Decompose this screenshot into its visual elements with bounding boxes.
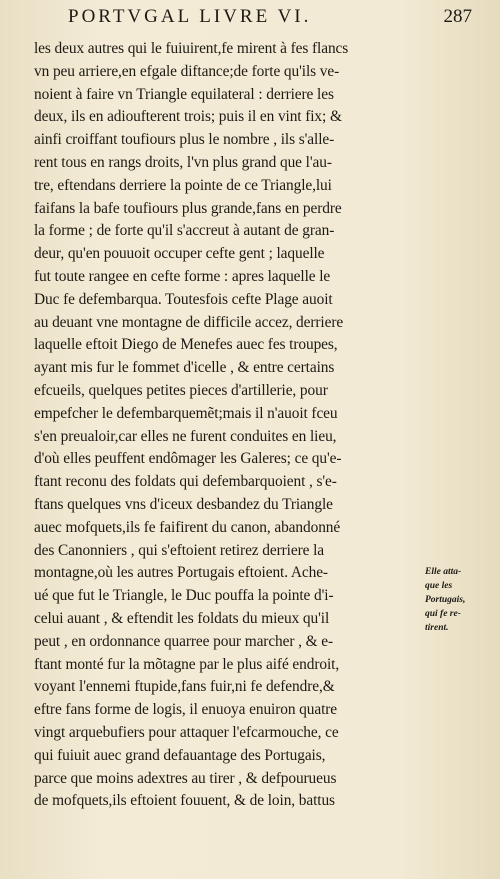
text-line: s'en preualoir,car elles ne furent conduites en lieu,: [34, 427, 337, 445]
text-line: fut toute rangee en cefte forme : apres laquelle le: [34, 267, 331, 285]
text-line: vingt arquebufiers pour attaquer l'efcarmouche, ce: [34, 723, 339, 741]
text-line: vn peu arriere,en efgale diftance;de forte qu'ils ve-: [34, 62, 340, 80]
text-line: ftant monté fur la mõtagne par le plus aifé endroit,: [34, 655, 340, 673]
text-line: deux, ils en adioufterent trois; puis il en vint fix; &: [34, 108, 342, 126]
text-line: noient à faire vn Triangle equilateral : derriere les: [34, 85, 334, 103]
margin-note: tirent.: [425, 623, 449, 633]
body-text: [34, 38, 419, 813]
text-line: peut , en ordonnance quarree pour marcher , & e-: [34, 632, 334, 650]
text-line: ayant mis fur le fommet d'icelle , & entre certains: [34, 359, 335, 377]
text-line: ftans quelques vns d'iceux desbandez du Triangle: [34, 495, 333, 513]
text-line: ainfi croiffant toufiours plus le nombre , ils s'alle-: [34, 131, 335, 149]
margin-note: que les: [425, 581, 453, 591]
page-header: [56, 6, 476, 32]
text-line: de mofquets,ils eftoient fouuent, & de loin, battus: [34, 792, 335, 810]
text-line: les deux autres qui le fuiuirent,fe mirent à fes flancs: [34, 40, 349, 57]
text-line: laquelle eftoit Diego de Menefes auec fes troupes,: [34, 336, 338, 354]
text-line: la forme ; de forte qu'il s'accreut à autant de gran-: [34, 222, 335, 240]
text-line: deur, qu'en pouuoit occuper cefte gent ; laquelle: [34, 245, 325, 263]
running-head: PORTVGAL LIVRE VI.: [68, 6, 312, 27]
text-line: rent tous en rangs droits, l'vn plus grand que l'au-: [34, 153, 332, 171]
text-line: montagne,où les autres Portugais eftoient. Ache-: [34, 564, 328, 582]
text-line: d'où elles peuffent endômager les Galeres; ce qu'e-: [34, 450, 342, 468]
text-line: parce que moins adextres au tirer , & defpourueus: [34, 769, 337, 787]
text-line: ftant reconu des foldats qui defembarquoient , s'e-: [34, 473, 337, 491]
margin-note: Portugais,: [425, 595, 466, 605]
text-line: qui fuiuit auec grand defauantage des Portugais,: [34, 746, 326, 764]
margin-notes: [425, 565, 493, 635]
text-line: ué que fut le Triangle, le Duc pouffa la pointe d'i-: [34, 587, 334, 605]
text-line: eftre fans forme de logis, il enuoya enuiron quatre: [34, 701, 338, 719]
text-line: celui auant , & eftendit les foldats du mieux qu'il: [34, 609, 330, 627]
text-line: voyant l'ennemi ftupide,fans fuir,ni fe defendre,&: [34, 678, 335, 696]
page-number: 287: [443, 6, 472, 27]
text-line: auec mofquets,ils fe faifirent du canon, abandonné: [34, 518, 341, 536]
text-line: tre, eftendans derriere la pointe de ce Triangle,lui: [34, 176, 332, 194]
text-line: des Canonniers , qui s'eftoient retirez derriere la: [34, 541, 324, 559]
margin-note: qui fe re-: [425, 609, 461, 619]
text-line: au deuant vne montagne de difficile accez, derriere: [34, 313, 344, 331]
text-line: efcueils, quelques petites pieces d'artillerie, pour: [34, 381, 328, 399]
text-line: Duc fe defembarqua. Toutesfois cefte Plage auoit: [34, 290, 333, 308]
text-line: faifans la bafe toufiours plus grande,fans en perdre: [34, 199, 342, 217]
text-line: empefcher le defembarquemẽt;mais il n'auoit fceu: [34, 404, 338, 422]
margin-note: Elle atta-: [425, 567, 462, 577]
